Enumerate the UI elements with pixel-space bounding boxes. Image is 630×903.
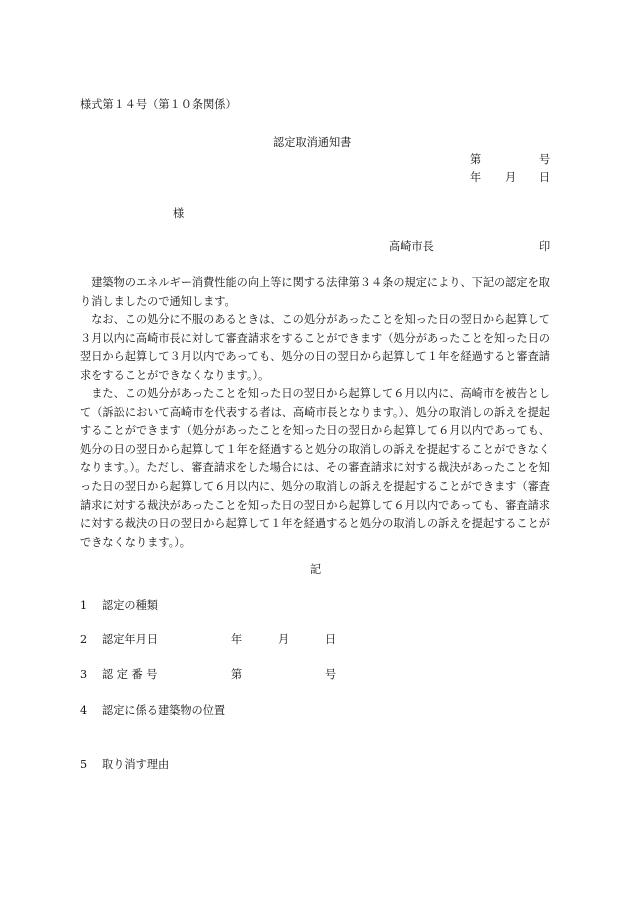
item-2-day: 日 — [325, 633, 337, 646]
item-2-number: 2 — [80, 633, 88, 646]
item-1-number: 1 — [80, 599, 88, 612]
item-3-label: 認 定 番 号 — [102, 668, 158, 681]
item-2-label: 認定年月日 — [102, 633, 158, 646]
item-2-month: 月 — [278, 633, 290, 646]
item-5-number: 5 — [80, 758, 88, 771]
item-4-label: 認定に係る建築物の位置 — [102, 704, 226, 717]
item-4-number: 4 — [80, 704, 88, 717]
form-label: 様式第１４号（第１０条関係） — [80, 98, 237, 111]
item-3-suffix: 号 — [325, 668, 337, 681]
item-3-number: 3 — [80, 668, 88, 681]
date-year: 年 — [470, 171, 482, 184]
item-1-label: 認定の種類 — [102, 599, 158, 612]
body-paragraph-1: 建築物のエネルギー消費性能の向上等に関する法律第３４条の規定により、下記の認定を取り消しましたので通知します。 — [80, 276, 550, 308]
body-paragraph-2: なお、この処分に不服のあるときは、この処分があったことを知った日の翌日から起算して３月以内に高崎市長に対して審査請求をすることができます（処分があったことを知った日の翌日から起算して３月以内であっても、処分の日の翌日から起算して１年を経過すると審査請求をすることができなくなります。）。 — [80, 313, 550, 382]
issuer-name: 高崎市長 — [389, 240, 434, 253]
issuer-seal: 印 — [539, 240, 551, 253]
ki-heading: 記 — [310, 563, 322, 576]
item-5-label: 取り消す理由 — [102, 758, 170, 771]
date-day: 日 — [539, 171, 551, 184]
number-prefix: 第 — [470, 153, 482, 166]
item-3-prefix: 第 — [231, 668, 243, 681]
body-paragraph-3: また、この処分があったことを知った日の翌日から起算して６月以内に、高崎市を被告として（訴訟において高崎市を代表する者は、高崎市長となります。）、処分の取消しの訴えを提起することができます（処分があったことを知った日の翌日から起算して６月以内であっても、処分の日の翌日から起算して１年を経過すると処分の取消しの訴えを提起することができなくなります。）。ただし、審査請求をした場合には、その審査請求に対する裁決があったことを知った日の翌日から起算して６月以内に、処分の取消しの訴えを提起することができます（審査請求に対する裁決があったことを知った日の翌日から起算して６月以内であっても、審査請求に対する裁決の日の翌日から起算して１年を経過すると処分の取消しの訴えを提起することができなくなります。）。 — [80, 387, 550, 549]
addressee-honorific: 様 — [173, 207, 185, 220]
document-title: 認定取消通知書 — [273, 136, 352, 149]
date-month: 月 — [505, 171, 517, 184]
item-2-year: 年 — [231, 633, 243, 646]
number-suffix: 号 — [539, 153, 551, 166]
